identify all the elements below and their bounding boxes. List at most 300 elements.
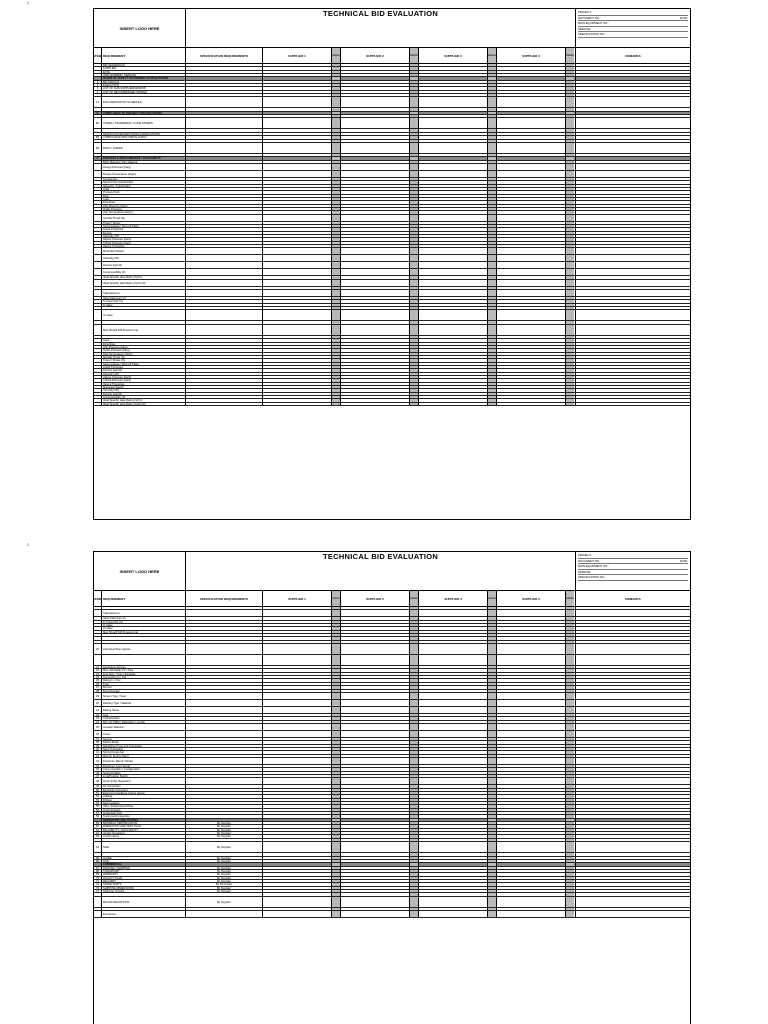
status-cell: [331, 108, 340, 110]
supplier-cell: [418, 676, 487, 678]
status-cell: [565, 383, 574, 385]
status-cell: [565, 164, 574, 170]
spec-requirement: [185, 242, 262, 244]
requirement-label: MAJOR DEVIATIONS: [101, 897, 185, 907]
status-cell: [409, 205, 418, 207]
item-number: [94, 366, 101, 368]
remarks-cell: [575, 805, 690, 807]
supplier-cell: [340, 97, 409, 107]
status-cell: [331, 369, 340, 371]
supplier-cell: [496, 802, 565, 804]
requirement-label: INSPECTION AND TESTING: [101, 819, 185, 821]
supplier-cell: [418, 339, 487, 341]
remarks-cell: [575, 64, 690, 66]
status-cell: [409, 822, 418, 824]
remarks-cell: [575, 379, 690, 381]
status-cell: [409, 228, 418, 230]
requirement-label: Viscosity (cP): [101, 235, 185, 237]
supplier-cell: [262, 897, 331, 907]
status-cell: [565, 832, 574, 834]
status-cell: [487, 157, 496, 159]
supplier-cell: [340, 802, 409, 804]
item-number: 1: [96, 80, 99, 84]
supplier-cell: [340, 115, 409, 117]
status-cell: [487, 683, 496, 685]
supplier-cell: [496, 304, 565, 306]
supplier-cell: [496, 373, 565, 375]
requirement-label: Process Fluid: [101, 191, 185, 193]
supplier-cell: [496, 228, 565, 230]
supplier-cell: [496, 690, 565, 692]
supplier-cell: [496, 717, 565, 719]
status-cell: [409, 97, 418, 107]
status-cell: [331, 644, 340, 654]
status-cell: [331, 738, 340, 740]
status-cell: [487, 775, 496, 777]
remarks-cell: [575, 248, 690, 254]
supplier-cell: [496, 339, 565, 341]
status-cell: [331, 641, 340, 643]
supplier-cell: [496, 366, 565, 368]
supplier-cell: [262, 211, 331, 213]
status-cell: [331, 686, 340, 688]
spec-requirement: [185, 403, 262, 405]
status-cell: [565, 805, 574, 807]
remarks-cell: [575, 154, 690, 156]
status-cell: [565, 205, 574, 207]
status-cell: [331, 238, 340, 240]
status-cell: [331, 748, 340, 750]
remarks-cell: [575, 399, 690, 401]
remarks-cell: [575, 136, 690, 138]
remarks-cell: [575, 717, 690, 719]
spec-requirement: [185, 812, 262, 814]
item-number: 68: [96, 869, 99, 873]
status-cell: [331, 621, 340, 623]
remarks-cell: [575, 97, 690, 107]
supplier-cell: [262, 376, 331, 378]
spec-requirement: [185, 805, 262, 807]
status-cell: [331, 386, 340, 388]
status-cell: [565, 393, 574, 395]
item-number: [94, 269, 101, 275]
supplier-cell: [340, 346, 409, 348]
status-cell: [487, 366, 496, 368]
supplier-cell: [262, 393, 331, 395]
status-cell: [331, 171, 340, 177]
spec-requirement: By Supplier: [185, 835, 262, 837]
status-cell: [487, 857, 496, 859]
remarks-cell: [575, 115, 690, 117]
supplier-cell: [340, 343, 409, 345]
status-cell: [565, 860, 574, 862]
spec-requirement: [185, 81, 262, 83]
item-number: [94, 198, 101, 200]
supplier-cell: [496, 731, 565, 737]
supplier-cell: [262, 64, 331, 66]
remarks-cell: [575, 897, 690, 907]
supplier-cell: [340, 634, 409, 636]
supplier-cell: [418, 758, 487, 764]
supplier-cell: [418, 280, 487, 286]
spec-requirement: [185, 185, 262, 187]
status-cell: [409, 890, 418, 892]
supplier-cell: [262, 363, 331, 365]
requirement-label: Seat Leakage / Shut-off Class: [101, 225, 185, 227]
requirement-label: Positioner Manuf / Model: [101, 758, 185, 764]
supplier-cell: [262, 74, 331, 76]
status-cell: [331, 366, 340, 368]
remarks-cell: [575, 772, 690, 774]
item-number: [94, 181, 101, 183]
supplier-cell: [418, 617, 487, 619]
status-cell: [409, 287, 418, 289]
supplier-cell: [418, 772, 487, 774]
requirement-label: Spindle Thrust (N): [101, 215, 185, 221]
requirement-label: Max Shutoff Diff Pressure bar: [101, 325, 185, 335]
spec-requirement: [185, 238, 262, 240]
supplier-cell: [340, 717, 409, 719]
supplier-cell: [262, 245, 331, 247]
status-cell: [487, 359, 496, 361]
supplier-cell: [418, 356, 487, 358]
spec-requirement: [185, 222, 262, 224]
requirement-label: Actuator Material: [101, 724, 185, 730]
item-number: 38: [96, 741, 99, 744]
status-cell: [565, 686, 574, 688]
status-cell: [331, 717, 340, 719]
supplier-cell: [418, 610, 487, 616]
requirement-label: Corrosive/Toxic Agents: [101, 644, 185, 654]
supplier-cell: [496, 108, 565, 110]
item-number: [94, 67, 101, 69]
supplier-cell: [418, 211, 487, 213]
status-cell: [409, 310, 418, 320]
supplier-cell: [496, 198, 565, 200]
remarks-cell: [575, 792, 690, 794]
item-number: [94, 300, 101, 302]
status-cell: [331, 276, 340, 278]
supplier-cell: [418, 343, 487, 345]
item-number: 57: [96, 812, 99, 815]
requirement-label: WARRANTY: [101, 873, 185, 875]
status-cell: [565, 369, 574, 371]
status-cell: [565, 133, 574, 135]
status-cell: [331, 325, 340, 335]
status-cell: [487, 225, 496, 227]
remarks-cell: [575, 644, 690, 654]
status-cell: [409, 683, 418, 685]
item-number: [94, 325, 101, 335]
status-cell: [409, 396, 418, 398]
supplier-cell: [418, 304, 487, 306]
supplier-cell: [496, 290, 565, 296]
spec-requirement: [185, 191, 262, 193]
supplier-cell: [340, 890, 409, 892]
spec-requirement: [185, 87, 262, 89]
status-cell: [331, 133, 340, 135]
supplier-cell: [340, 617, 409, 619]
status-cell: [409, 300, 418, 302]
supplier-cell: [340, 300, 409, 302]
status-cell: [409, 232, 418, 234]
status-cell: [487, 208, 496, 210]
requirement-label: Ideal Specific Heat Ratio (Cp/Cv): [101, 399, 185, 401]
supplier-cell: [262, 336, 331, 338]
status-cell: [565, 829, 574, 831]
item-number: 64: [96, 846, 99, 850]
requirement-label: Molecular Weight: [101, 248, 185, 254]
supplier-cell: [418, 108, 487, 110]
supplier-cell: [496, 857, 565, 859]
status-cell: [331, 631, 340, 633]
supplier-cell: [340, 195, 409, 197]
supplier-cell: [496, 399, 565, 401]
supplier-cell: [496, 276, 565, 278]
status-cell: [331, 356, 340, 358]
item-number: [94, 631, 101, 633]
spec-requirement: [185, 349, 262, 351]
status-cell: [565, 396, 574, 398]
supplier-cell: [340, 610, 409, 616]
evaluation-table: [94, 48, 690, 406]
spec-requirement: [185, 339, 262, 341]
status-cell: [409, 304, 418, 306]
remarks-cell: [575, 366, 690, 368]
requirement-label: Communication / Configuration: [101, 768, 185, 770]
supplier-cell: [496, 133, 565, 135]
status-cell: [487, 721, 496, 723]
status-cell: [331, 745, 340, 747]
supplier-cell: [340, 870, 409, 872]
supplier-cell: [418, 832, 487, 834]
supplier-cell: [262, 154, 331, 156]
supplier-cell: [418, 683, 487, 685]
supplier-cell: [418, 140, 487, 142]
status-cell: [409, 280, 418, 286]
supplier-cell: [418, 870, 487, 872]
status-cell: [565, 690, 574, 692]
status-cell: [331, 359, 340, 361]
meta-project: PROJECT:: [578, 553, 688, 559]
supplier-cell: [340, 751, 409, 753]
table-row: [94, 118, 690, 129]
supplier-cell: [418, 373, 487, 375]
supplier-cell: [262, 164, 331, 170]
item-number: [94, 191, 101, 193]
status-cell: [487, 262, 496, 268]
supplier-cell: [262, 91, 331, 93]
status-cell: [487, 97, 496, 107]
supplier-cell: [340, 772, 409, 774]
status-cell: [487, 860, 496, 862]
status-cell: [331, 262, 340, 268]
spec-requirement: [185, 393, 262, 395]
remarks-cell: [575, 346, 690, 348]
status-cell: [487, 181, 496, 183]
supplier-cell: [340, 403, 409, 405]
status-cell: [409, 222, 418, 224]
status-cell: [565, 280, 574, 286]
supplier-cell: [418, 745, 487, 747]
supplier-cell: [340, 67, 409, 69]
status-cell: [409, 245, 418, 247]
remarks-cell: [575, 178, 690, 180]
supplier-cell: [340, 768, 409, 770]
supplier-cell: [262, 84, 331, 86]
supplier-cell: [340, 201, 409, 203]
supplier-cell: [262, 741, 331, 743]
status-cell: [409, 136, 418, 138]
status-cell: [487, 386, 496, 388]
supplier-cell: [418, 71, 487, 73]
status-cell: [565, 765, 574, 767]
item-number: [94, 248, 101, 254]
supplier-cell: [262, 686, 331, 688]
item-number: [94, 287, 101, 289]
status-cell: [565, 724, 574, 730]
status-cell: [331, 245, 340, 247]
status-cell: [565, 321, 574, 323]
supplier-cell: [262, 115, 331, 117]
status-cell: [331, 321, 340, 323]
requirement-label: Viscosity (cP): [101, 373, 185, 375]
remarks-cell: [575, 343, 690, 345]
supplier-cell: [262, 853, 331, 855]
meta-project: PROJECT:: [578, 10, 688, 16]
item-number: [94, 383, 101, 385]
item-number: [94, 154, 101, 156]
item-number: [94, 627, 101, 629]
remarks-cell: [575, 863, 690, 865]
status-cell: [409, 191, 418, 193]
supplier-cell: [262, 778, 331, 784]
status-cell: [565, 269, 574, 275]
remarks-cell: [575, 768, 690, 770]
supplier-cell: [418, 700, 487, 706]
supplier-cell: [340, 863, 409, 865]
status-cell: [409, 887, 418, 889]
supplier-cell: [340, 799, 409, 801]
supplier-cell: [262, 880, 331, 882]
requirement-label: Line Size / Type / Schedule: [101, 673, 185, 675]
remarks-cell: [575, 269, 690, 275]
status-cell: [331, 181, 340, 183]
status-cell: [409, 403, 418, 405]
status-cell: [331, 339, 340, 341]
meta-service: SERVICE:: [578, 570, 688, 576]
status-cell: [331, 178, 340, 180]
status-cell: [409, 181, 418, 183]
supplier-cell: [262, 242, 331, 244]
supplier-cell: [340, 839, 409, 841]
supplier-cell: [418, 353, 487, 355]
supplier-cell: [262, 191, 331, 193]
status-cell: [409, 745, 418, 747]
item-number: [94, 185, 101, 187]
remarks-cell: [575, 714, 690, 716]
status-cell: [487, 112, 496, 114]
status-cell: [565, 208, 574, 210]
status-cell: [487, 356, 496, 358]
requirement-label: [101, 893, 185, 895]
supplier-cell: [418, 809, 487, 811]
status-cell: [331, 832, 340, 834]
requirement-label: Airset (Filter Regulator): [101, 778, 185, 784]
supplier-cell: [262, 748, 331, 750]
supplier-cell: [418, 238, 487, 240]
remarks-cell: [575, 307, 690, 309]
status-cell: [487, 287, 496, 289]
supplier-cell: [262, 339, 331, 341]
supplier-cell: [262, 369, 331, 371]
supplier-cell: [262, 379, 331, 381]
status-cell: [331, 714, 340, 716]
supplier-cell: [340, 269, 409, 275]
status-cell: [409, 853, 418, 855]
status-cell: [565, 171, 574, 177]
supplier-cell: [496, 376, 565, 378]
supplier-cell: [340, 908, 409, 910]
item-number: [94, 359, 101, 361]
remarks-cell: [575, 287, 690, 289]
supplier-cell: [262, 77, 331, 79]
status-cell: [409, 621, 418, 623]
requirement-label: Liquid Properties: [101, 366, 185, 368]
supplier-cell: [496, 789, 565, 791]
status-cell: [409, 758, 418, 764]
status-cell: [409, 839, 418, 841]
supplier-cell: [340, 911, 409, 917]
supplier-cell: [340, 140, 409, 142]
spec-requirement: [185, 115, 262, 117]
status-cell: [331, 300, 340, 302]
supplier-cell: [496, 393, 565, 395]
status-cell: [331, 634, 340, 636]
remarks-cell: [575, 867, 690, 869]
status-cell: [487, 676, 496, 678]
item-number: [94, 353, 101, 355]
supplier-cell: [418, 84, 487, 86]
supplier-cell: [340, 693, 409, 699]
table-row: [94, 724, 690, 731]
remarks-cell: [575, 225, 690, 227]
supplier-cell: [262, 366, 331, 368]
status-cell: [331, 877, 340, 879]
requirement-label: [101, 839, 185, 841]
remarks-cell: [575, 765, 690, 767]
spec-requirement: [185, 140, 262, 142]
supplier-cell: [496, 248, 565, 254]
item-number: [94, 115, 101, 117]
status-cell: [409, 795, 418, 797]
status-cell: [409, 262, 418, 268]
supplier-cell: [340, 741, 409, 743]
spec-requirement: [185, 171, 262, 177]
remarks-cell: [575, 280, 690, 286]
spec-requirement: [185, 321, 262, 323]
spec-requirement: [185, 383, 262, 385]
supplier-cell: [340, 829, 409, 831]
supplier-cell: [262, 812, 331, 814]
supplier-cell: [262, 112, 331, 114]
supplier-cell: [340, 758, 409, 764]
status-cell: [409, 748, 418, 750]
supplier-cell: [340, 785, 409, 787]
supplier-cell: [262, 290, 331, 296]
supplier-cell: [496, 772, 565, 774]
spec-requirement: [185, 112, 262, 114]
